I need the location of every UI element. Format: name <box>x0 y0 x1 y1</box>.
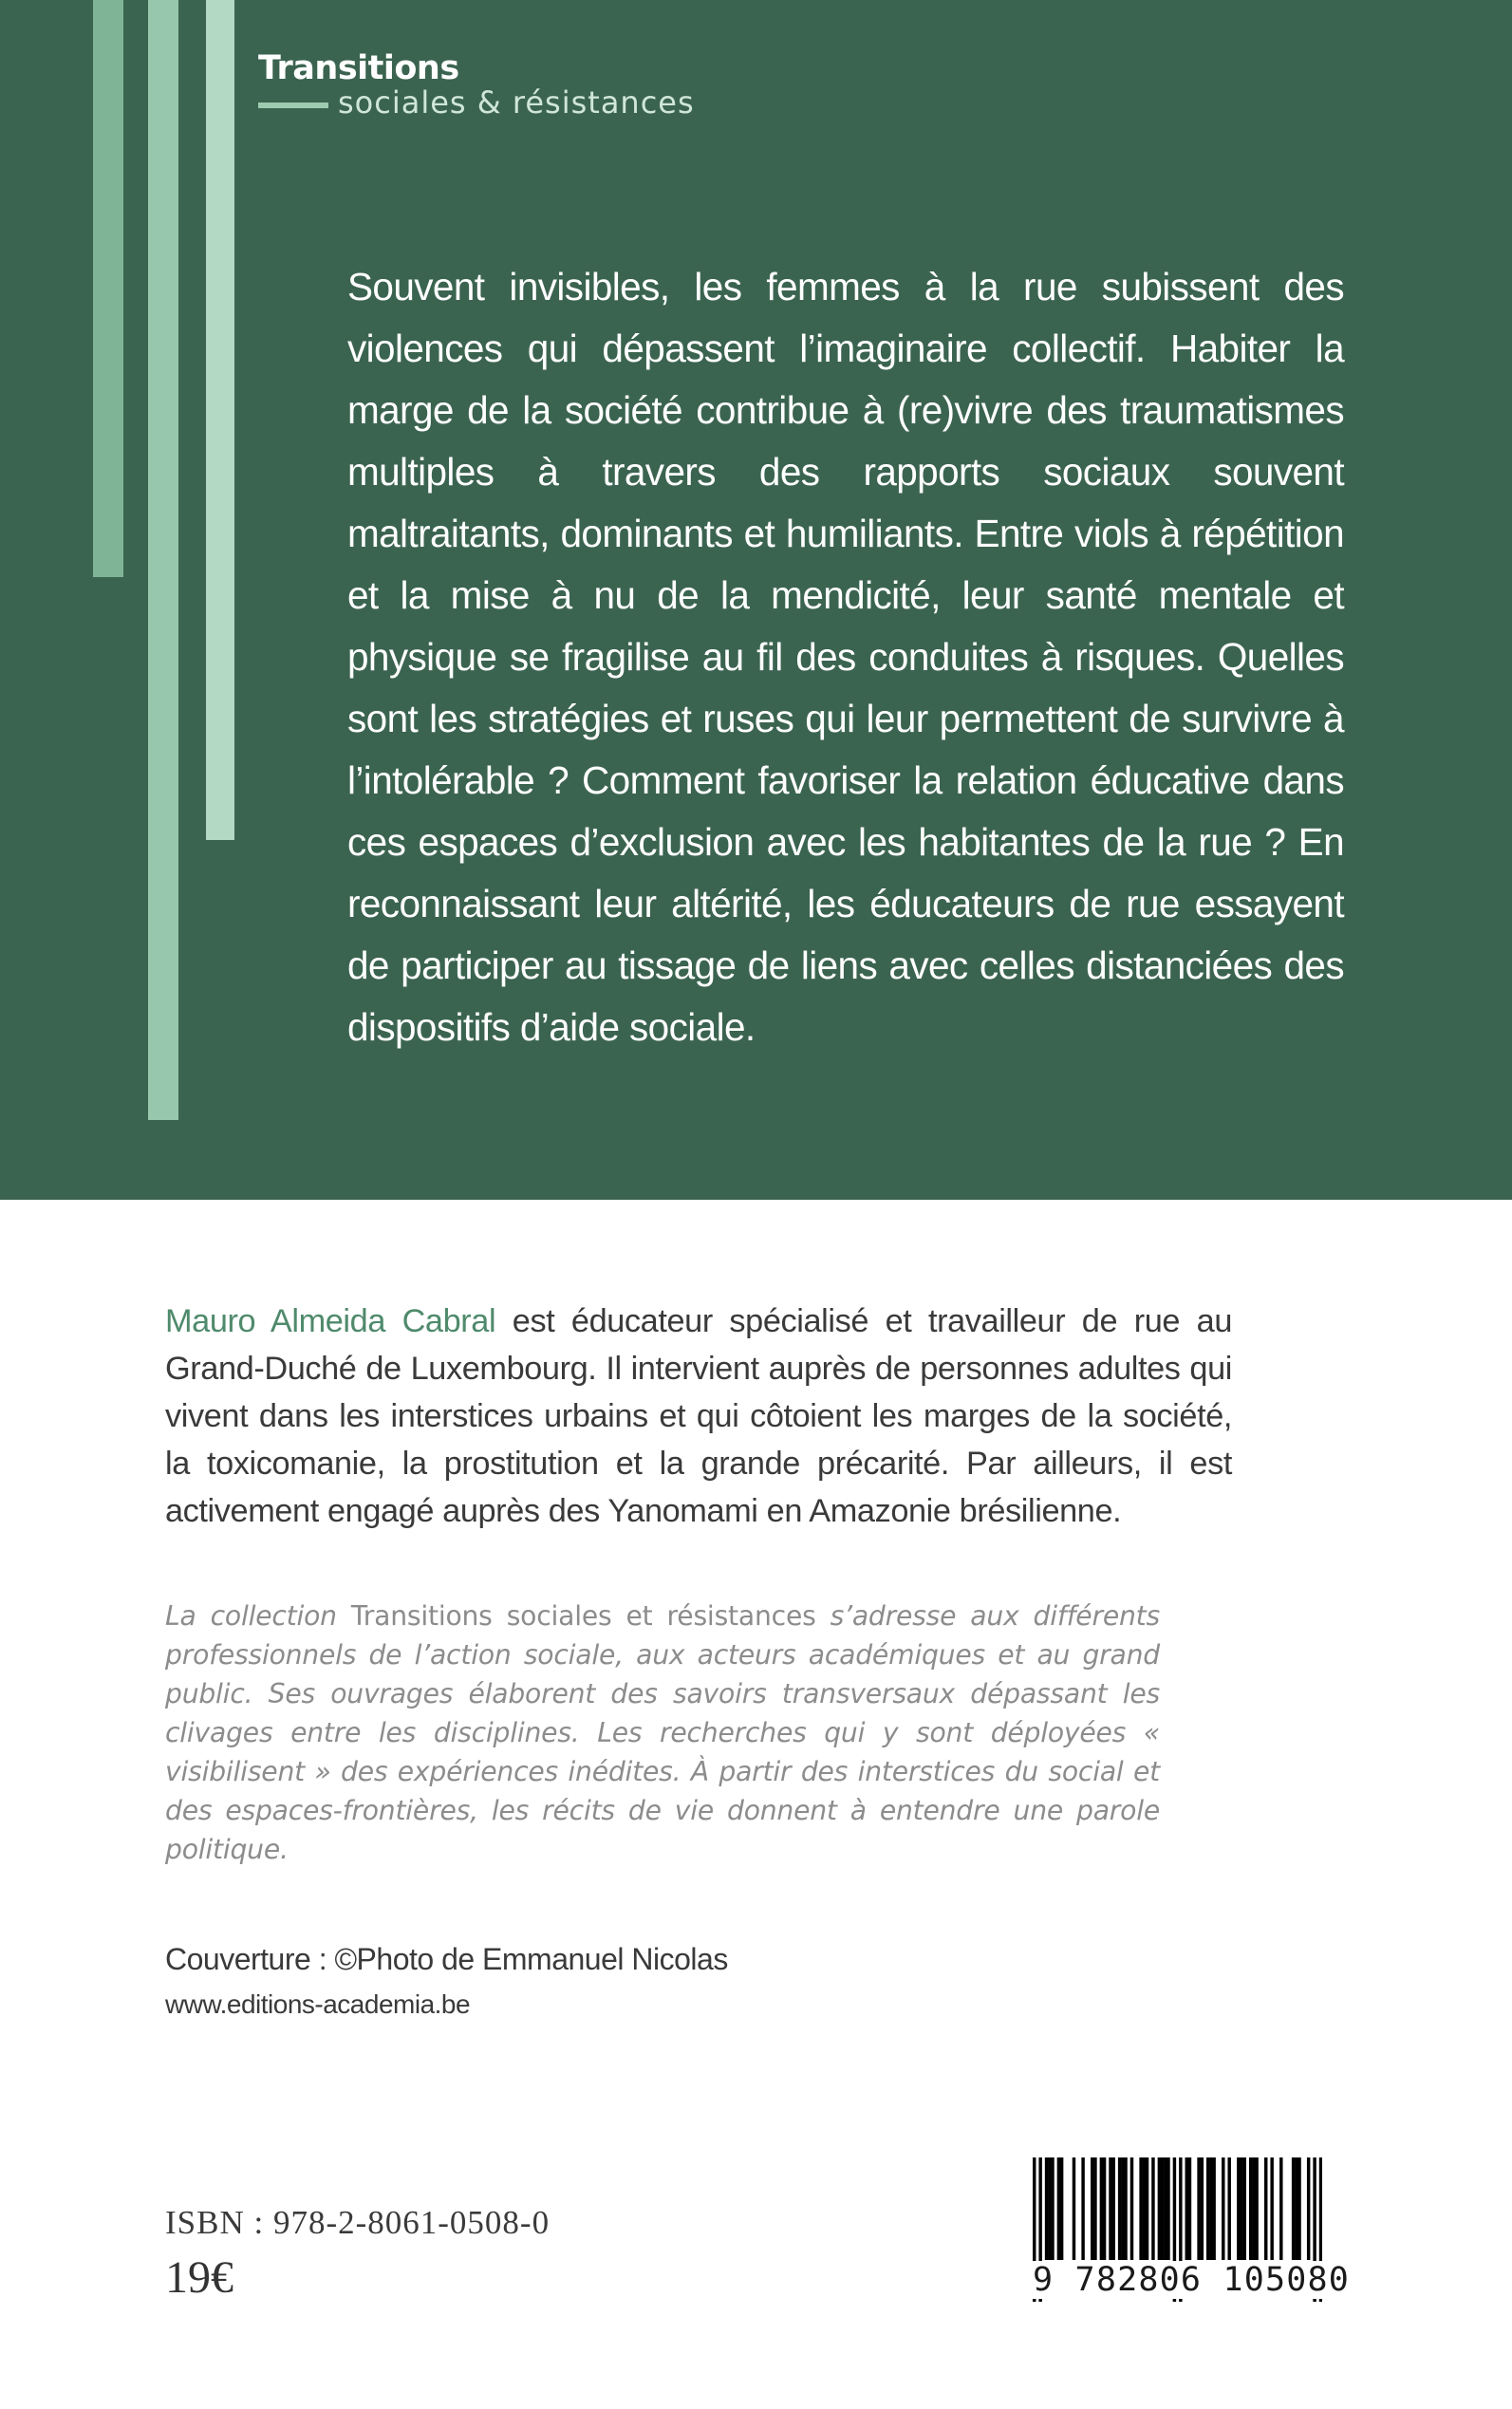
barcode-bar <box>1081 2157 1084 2260</box>
barcode-bar <box>1201 2157 1204 2260</box>
price: 19€ <box>165 2252 233 2303</box>
barcode-bar <box>1270 2157 1273 2260</box>
barcode-bar <box>1167 2157 1169 2260</box>
cover-credit: Couverture : ©Photo de Emmanuel Nicolas <box>165 1942 728 1976</box>
barcode-bar <box>1130 2157 1133 2260</box>
barcode-bar <box>1118 2157 1121 2260</box>
barcode-bar <box>1252 2157 1255 2260</box>
barcode-bar <box>1048 2157 1051 2260</box>
barcode-bar <box>1240 2157 1242 2260</box>
barcode-bar <box>1158 2157 1161 2260</box>
collection-name: Transitions sociales et résistances <box>350 1600 816 1632</box>
barcode-bar <box>1045 2157 1048 2260</box>
collection-body: s’adresse aux différents professionnels de l’action sociale, aux acteurs académiques et au grand public. Ses ouvrages élaborent des savoirs transversaux dépassant les clivages entre les disciplines. Les recherches qui y sont déployées « visibilisent » des expériences inédites. À partir des interstices du social et des espaces-frontières, les récits de vie donnent à entendre une parole politique. <box>165 1600 1160 1865</box>
barcode-bar <box>1197 2157 1200 2260</box>
collection-intro: La collection <box>165 1600 351 1632</box>
series-rule <box>258 103 328 108</box>
barcode-bar <box>1279 2157 1282 2260</box>
decorative-stripe <box>206 0 234 840</box>
barcode-bar <box>1206 2157 1209 2260</box>
barcode-bar <box>1091 2157 1093 2260</box>
barcode-bar <box>1249 2157 1252 2260</box>
barcode-number: 9 782806 105080 <box>1033 2261 1351 2299</box>
barcode-bar <box>1109 2157 1111 2260</box>
barcode-bar <box>1161 2157 1164 2260</box>
barcode-bar <box>1209 2157 1212 2260</box>
collection-description <box>165 1597 1160 1869</box>
barcode-bar <box>1143 2157 1146 2260</box>
decorative-stripe <box>93 0 123 577</box>
barcode-bar <box>1227 2157 1230 2260</box>
barcode-bar <box>1060 2157 1063 2260</box>
cover-panel <box>0 0 1512 1200</box>
barcode-bar <box>1139 2157 1142 2260</box>
barcode-bar <box>1151 2157 1154 2260</box>
series-title: Transitions <box>258 49 459 87</box>
barcode-bar <box>1212 2157 1215 2260</box>
barcode-bar <box>1297 2157 1300 2260</box>
barcode-bar <box>1222 2157 1224 2260</box>
barcode-bar <box>1124 2157 1127 2260</box>
decorative-stripe <box>148 0 178 1120</box>
barcode-bar <box>1073 2157 1075 2260</box>
barcode-bar <box>1295 2157 1297 2260</box>
barcode-bar <box>1185 2157 1188 2260</box>
barcode-bar <box>1093 2157 1096 2260</box>
barcode-bar <box>1264 2157 1267 2260</box>
barcode-bar <box>1146 2157 1148 2260</box>
barcode-bar <box>1103 2157 1106 2260</box>
series-subtitle: sociales & résistances <box>338 84 695 121</box>
author-bio-text: est éducateur spécialisé et travailleur de rue au Grand-Duché de Luxembourg. Il intervient auprès de personnes adultes qui vivent dans les interstices urbains et qui côtoient les marges de la société, la toxicomanie, la prostitution et la grande précarité. Par ailleurs, il est activement engagé auprès des Yanomami en Amazonie brésilienne. <box>165 1303 1232 1529</box>
barcode-bar <box>1164 2157 1167 2260</box>
back-cover-blurb: Souvent invisibles, les femmes à la rue subissent des violences qui dépassent l’imaginaire collectif. Habiter la marge de la société contribue à (re)vivre des traumatismes multiples à travers des rapports sociaux souvent maltraitants, dominants et humiliants. Entre viols à répétition et la mise à nu de la mendicité, leur santé mentale et physique se fragilise au fil des conduites à risques. Quelles sont les stratégies et ruses qui leur permettent de survivre à l’intolérable ? Comment favoriser la relation éducative dans ces espaces d’exclusion avec les habitantes de la rue ? En reconnaissant leur altérité, les éducateurs de rue essayent de participer au tissage de liens avec celles distanciées des dispositifs d’aide sociale. <box>347 265 1344 1049</box>
barcode-bar <box>1121 2157 1124 2260</box>
publisher-website: www.editions-academia.be <box>165 1989 471 2019</box>
author-bio <box>165 1298 1232 1535</box>
series-logo <box>258 49 790 125</box>
barcode-bar <box>1307 2157 1310 2260</box>
barcode-bar <box>1255 2157 1258 2260</box>
barcode-bar <box>1292 2157 1295 2260</box>
barcode-bar <box>1243 2157 1246 2260</box>
barcode-bar <box>1100 2157 1103 2260</box>
barcode-bar <box>1051 2157 1054 2260</box>
barcode-bar <box>1237 2157 1240 2260</box>
barcode-bar <box>1188 2157 1191 2260</box>
author-name: Mauro Almeida Cabral <box>165 1303 496 1339</box>
barcode-bar <box>1057 2157 1060 2260</box>
isbn: ISBN : 978-2-8061-0508-0 <box>165 2204 551 2241</box>
barcode-bar <box>1111 2157 1114 2260</box>
